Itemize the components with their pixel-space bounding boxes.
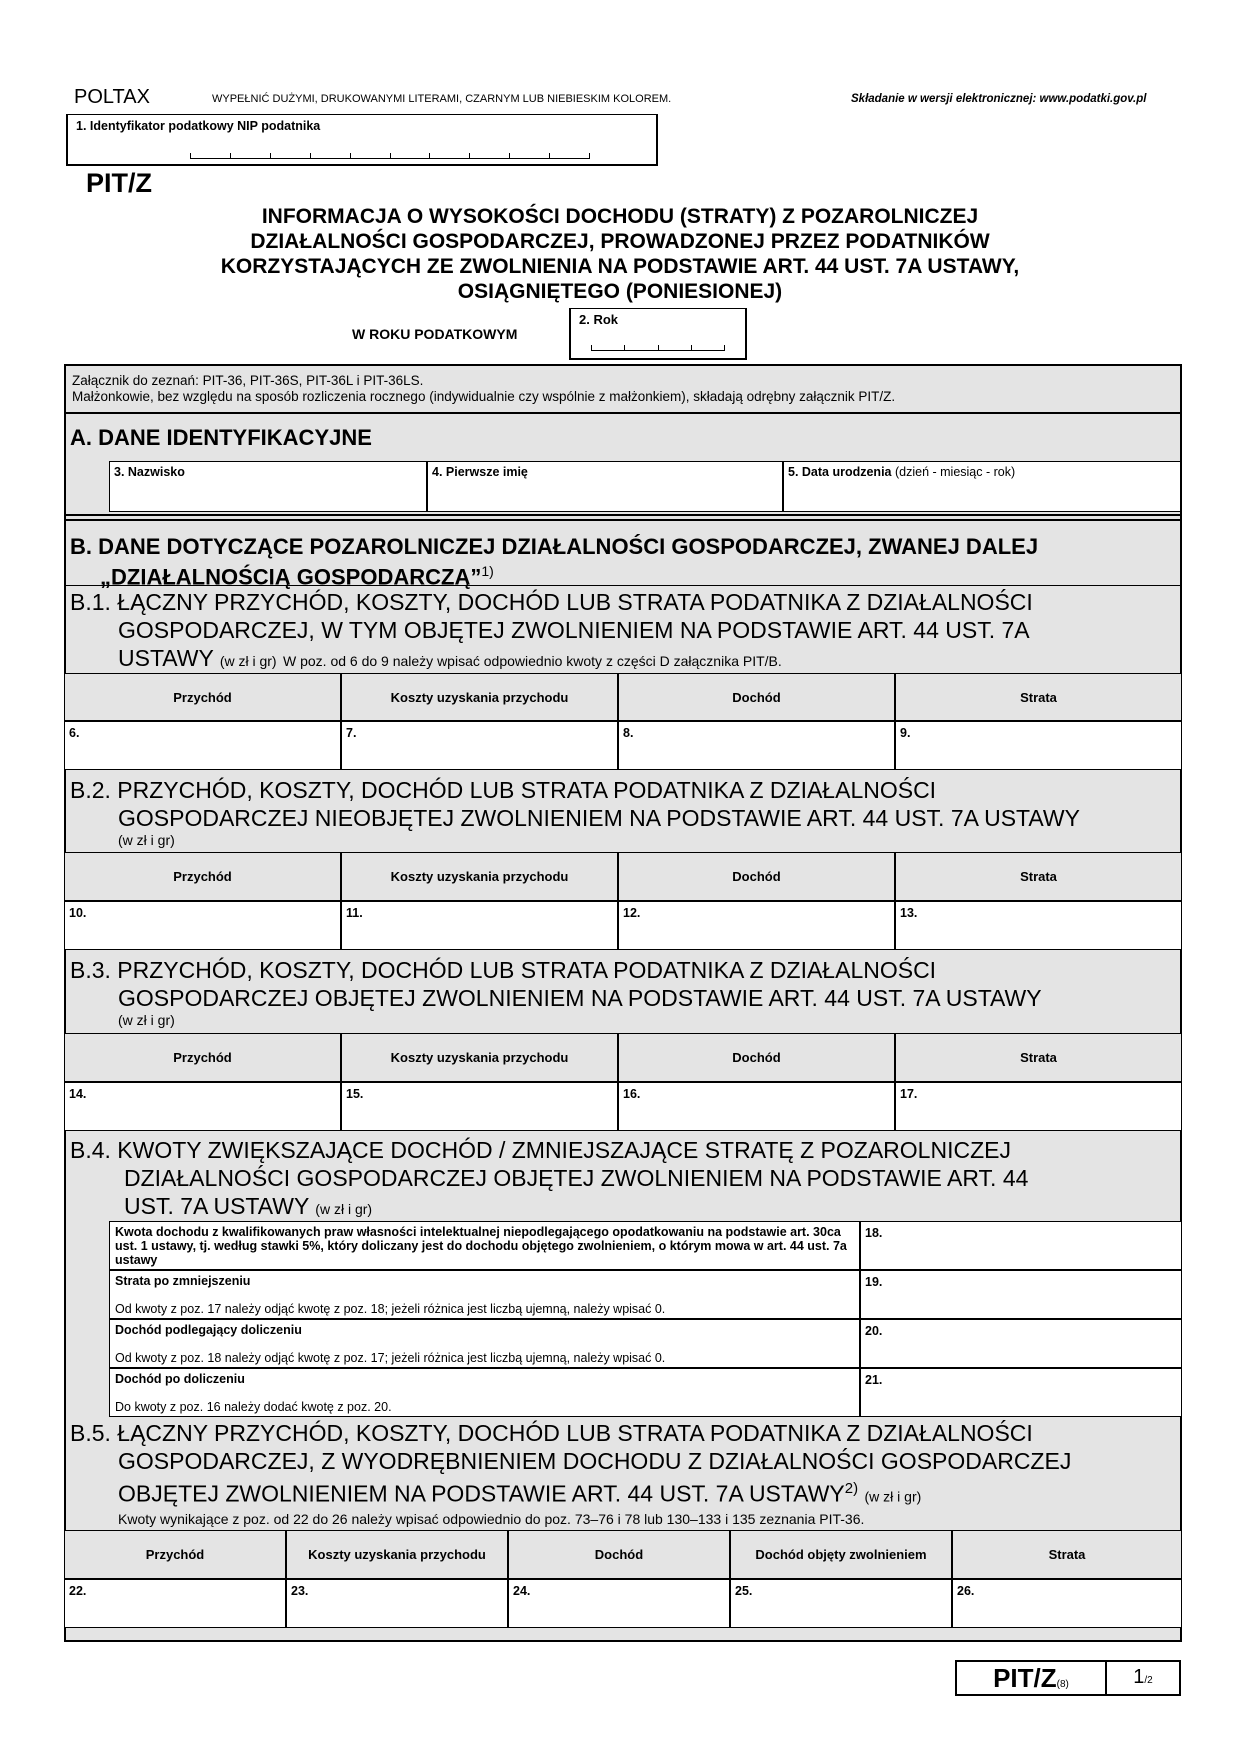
field-19[interactable] xyxy=(860,1270,1182,1319)
field-18[interactable] xyxy=(860,1221,1182,1270)
field-25[interactable] xyxy=(730,1579,952,1628)
footer-version: (8) xyxy=(1056,1679,1069,1690)
b5-line1: B.5. ŁĄCZNY PRZYCHÓD, KOSZTY, DOCHÓD LUB STRATA PODATNIKA Z DZIAŁALNOŚCI xyxy=(70,1420,1033,1446)
surname-field[interactable] xyxy=(109,461,427,512)
field-10[interactable] xyxy=(64,901,341,950)
b4-row-title: Dochód podlegający doliczeniu xyxy=(115,1323,302,1337)
b2-col-przychod: Przychód xyxy=(64,852,341,901)
divider xyxy=(64,585,1182,586)
field-number: 26. xyxy=(957,1584,975,1598)
field-26[interactable] xyxy=(952,1579,1182,1628)
page-footer xyxy=(955,1660,1181,1696)
electronic-filing-note: Składanie w wersji elektronicznej: www.podatki.gov.pl xyxy=(851,93,1147,105)
birth-date-field[interactable] xyxy=(783,461,1181,512)
b1-line3: USTAWY xyxy=(118,645,214,671)
field-number: 12. xyxy=(623,906,641,920)
field-number: 11. xyxy=(346,906,363,920)
field-number: 25. xyxy=(735,1584,753,1598)
b3-col-strata: Strata xyxy=(895,1033,1182,1082)
b4-row-desc: Od kwoty z poz. 17 należy odjąć kwotę z poz. 18; jeżeli różnica jest liczbą ujemną, należy wpisać 0. xyxy=(115,1302,666,1316)
b5-heading xyxy=(70,1419,1178,1527)
birth-date-hint: (dzień - miesiąc - rok) xyxy=(894,465,1016,479)
b1-col-przychod: Przychód xyxy=(64,673,341,721)
divider xyxy=(64,519,1182,521)
b4-line1: B.4. KWOTY ZWIĘKSZAJĄCE DOCHÓD / ZMNIEJSZAJĄCE STRATĘ Z POZAROLNICZEJ xyxy=(70,1137,1011,1163)
field-23[interactable] xyxy=(286,1579,508,1628)
field-17[interactable] xyxy=(895,1082,1182,1131)
b4-row-20 xyxy=(109,1319,860,1368)
b4-line3: UST. 7A USTAWY xyxy=(124,1193,309,1219)
b4-row-21 xyxy=(109,1368,860,1417)
note-line: Małżonkowie, bez względu na sposób rozliczenia rocznego (indywidualnie czy wspólnie z małżonkiem), składają odrębny załącznik PIT/Z. xyxy=(72,389,896,404)
field-6[interactable] xyxy=(64,721,341,770)
b2-unit: (w zł i gr) xyxy=(118,832,175,848)
field-number: 19. xyxy=(865,1275,883,1289)
attachment-note xyxy=(66,373,1180,405)
section-a-title: A. DANE IDENTYFIKACYJNE xyxy=(70,425,372,450)
b5-col-strata: Strata xyxy=(952,1530,1182,1579)
b5-line3: OBJĘTEJ ZWOLNIENIEM NA PODSTAWIE ART. 44 UST. 7A USTAWY xyxy=(118,1480,845,1507)
field-number: 14. xyxy=(69,1087,87,1101)
title-line: INFORMACJA O WYSOKOŚCI DOCHODU (STRATY) Z POZAROLNICZEJ xyxy=(261,205,979,228)
b4-row-desc: Do kwoty z poz. 16 należy dodać kwotę z poz. 20. xyxy=(115,1400,392,1414)
b5-col-dochod-zwolniony: Dochód objęty zwolnieniem xyxy=(730,1530,952,1579)
field-number: 20. xyxy=(865,1324,883,1338)
section-b-line1: B. DANE DOTYCZĄCE POZAROLNICZEJ DZIAŁALNOŚCI GOSPODARCZEJ, ZWANEJ DALEJ xyxy=(70,534,1039,559)
note-line: Załącznik do zeznań: PIT-36, PIT-36S, PIT-36L i PIT-36LS. xyxy=(72,373,424,388)
divider xyxy=(64,412,1182,414)
nip-label: 1. Identyfikator podatkowy NIP podatnika xyxy=(76,119,321,133)
b4-row-19 xyxy=(109,1270,860,1319)
b4-heading xyxy=(70,1136,1178,1223)
field-number: 13. xyxy=(900,906,918,920)
field-number: 23. xyxy=(291,1584,309,1598)
footnote-ref: 1) xyxy=(481,563,494,579)
b4-row-title: Kwota dochodu z kwalifikowanych praw własności intelektualnej niepodlegającego opodatkowaniu na podstawie art. 30ca ust. 1 ustawy, tj. według stawki 5%, który doliczany jest do dochodu objętego zwolnieniem, o którym mowa w art. 44 ust. 7a ustawy xyxy=(115,1225,847,1267)
first-name-field[interactable] xyxy=(427,461,783,512)
year-digit-ticks xyxy=(591,345,725,351)
field-15[interactable] xyxy=(341,1082,618,1131)
b1-col-koszty: Koszty uzyskania przychodu xyxy=(341,673,618,721)
title-line: KORZYSTAJĄCYCH ZE ZWOLNIENIA NA PODSTAWIE ART. 44 UST. 7A USTAWY, xyxy=(220,255,1020,278)
divider xyxy=(64,514,1182,516)
field-9[interactable] xyxy=(895,721,1182,770)
field-number: 17. xyxy=(900,1087,918,1101)
b1-col-dochod: Dochód xyxy=(618,673,895,721)
b2-col-koszty: Koszty uzyskania przychodu xyxy=(341,852,618,901)
b5-unit: (w zł i gr) xyxy=(864,1488,922,1505)
birth-date-title: 5. Data urodzenia xyxy=(788,465,892,479)
section-b-line2: „DZIAŁALNOŚCIĄ GOSPODARCZĄ” xyxy=(100,564,482,590)
year-field[interactable] xyxy=(569,308,747,360)
field-number: 24. xyxy=(513,1584,531,1598)
nip-field[interactable] xyxy=(66,114,658,166)
b1-unit: (w zł i gr) xyxy=(219,653,277,669)
b4-row-title: Strata po zmniejszeniu xyxy=(115,1274,251,1288)
year-field-label: 2. Rok xyxy=(579,312,619,327)
field-12[interactable] xyxy=(618,901,895,950)
footer-form-code xyxy=(957,1662,1107,1694)
field-number: 16. xyxy=(623,1087,641,1101)
b5-line2: GOSPODARCZEJ, Z WYODRĘBNIENIEM DOCHODU Z DZIAŁALNOŚCI GOSPODARCZEJ xyxy=(118,1448,1072,1474)
b3-heading xyxy=(70,956,1178,1028)
field-14[interactable] xyxy=(64,1082,341,1131)
b5-col-dochod: Dochód xyxy=(508,1530,730,1579)
b3-unit: (w zł i gr) xyxy=(118,1012,175,1028)
b2-heading xyxy=(70,776,1178,848)
field-16[interactable] xyxy=(618,1082,895,1131)
fill-instruction: WYPEŁNIĆ DUŻYMI, DRUKOWANYMI LITERAMI, CZARNYM LUB NIEBIESKIM KOLOREM. xyxy=(212,93,672,105)
b1-note: W poz. od 6 do 9 należy wpisać odpowiednio kwoty z części D załącznika PIT/B. xyxy=(282,653,782,669)
field-8[interactable] xyxy=(618,721,895,770)
field-number: 6. xyxy=(69,726,80,740)
b5-col-koszty: Koszty uzyskania przychodu xyxy=(286,1530,508,1579)
b5-note: Kwoty wynikające z poz. od 22 do 26 należy wpisać odpowiednio do poz. 73–76 i 78 lub 130–133 i 135 zeznania PIT-36. xyxy=(118,1510,865,1527)
b2-line1: B.2. PRZYCHÓD, KOSZTY, DOCHÓD LUB STRATA PODATNIKA Z DZIAŁALNOŚCI xyxy=(70,777,937,803)
b3-line1: B.3. PRZYCHÓD, KOSZTY, DOCHÓD LUB STRATA PODATNIKA Z DZIAŁALNOŚCI xyxy=(70,957,937,983)
field-7[interactable] xyxy=(341,721,618,770)
b5-col-przychod: Przychód xyxy=(64,1530,286,1579)
b2-col-dochod: Dochód xyxy=(618,852,895,901)
b1-heading xyxy=(70,588,1178,675)
page-total: /2 xyxy=(1144,1675,1153,1686)
b4-row-18 xyxy=(109,1221,860,1270)
field-number: 22. xyxy=(69,1584,87,1598)
field-number: 10. xyxy=(69,906,87,920)
field-number: 21. xyxy=(865,1373,883,1387)
field-22[interactable] xyxy=(64,1579,286,1628)
b4-line2: DZIAŁALNOŚCI GOSPODARCZEJ OBJĘTEJ ZWOLNIENIEM NA PODSTAWIE ART. 44 xyxy=(124,1165,1029,1191)
b1-col-strata: Strata xyxy=(895,673,1182,721)
footer-code: PIT/Z xyxy=(993,1663,1057,1693)
field-number: 8. xyxy=(623,726,634,740)
form-code: PIT/Z xyxy=(86,168,152,198)
page-number xyxy=(1107,1662,1179,1694)
field-11[interactable] xyxy=(341,901,618,950)
section-b-title xyxy=(70,535,1180,589)
b2-line2: GOSPODARCZEJ NIEOBJĘTEJ ZWOLNIENIEM NA PODSTAWIE ART. 44 UST. 7A USTAWY xyxy=(118,805,1080,831)
brand: POLTAX xyxy=(74,86,150,108)
surname-label: 3. Nazwisko xyxy=(114,465,185,479)
first-name-label: 4. Pierwsze imię xyxy=(432,465,528,479)
b4-unit: (w zł i gr) xyxy=(315,1201,373,1217)
b3-col-koszty: Koszty uzyskania przychodu xyxy=(341,1033,618,1082)
field-number: 9. xyxy=(900,726,911,740)
b3-col-dochod: Dochód xyxy=(618,1033,895,1082)
b3-line2: GOSPODARCZEJ OBJĘTEJ ZWOLNIENIEM NA PODSTAWIE ART. 44 UST. 7A USTAWY xyxy=(118,985,1042,1011)
b1-line2: GOSPODARCZEJ, W TYM OBJĘTEJ ZWOLNIENIEM NA PODSTAWIE ART. 44 UST. 7A xyxy=(118,617,1030,643)
birth-date-label xyxy=(788,465,1015,479)
page-current: 1 xyxy=(1133,1666,1145,1688)
title-line: DZIAŁALNOŚCI GOSPODARCZEJ, PROWADZONEJ PRZEZ PODATNIKÓW xyxy=(250,230,990,253)
field-number: 15. xyxy=(346,1087,364,1101)
tax-year-label: W ROKU PODATKOWYM xyxy=(352,326,518,342)
field-21[interactable] xyxy=(860,1368,1182,1417)
title-line: OSIĄGNIĘTEGO (PONIESIONEJ) xyxy=(457,280,783,303)
form-title xyxy=(60,204,1180,304)
field-number: 7. xyxy=(346,726,357,740)
b2-col-strata: Strata xyxy=(895,852,1182,901)
field-20[interactable] xyxy=(860,1319,1182,1368)
b4-row-title: Dochód po doliczeniu xyxy=(115,1372,245,1386)
field-number: 18. xyxy=(865,1226,883,1240)
field-24[interactable] xyxy=(508,1579,730,1628)
b4-row-desc: Od kwoty z poz. 18 należy odjąć kwotę z poz. 17; jeżeli różnica jest liczbą ujemną, należy wpisać 0. xyxy=(115,1351,666,1365)
footnote-ref: 2) xyxy=(844,1480,859,1497)
b1-line1: B.1. ŁĄCZNY PRZYCHÓD, KOSZTY, DOCHÓD LUB STRATA PODATNIKA Z DZIAŁALNOŚCI xyxy=(70,589,1033,615)
b3-col-przychod: Przychód xyxy=(64,1033,341,1082)
nip-digit-ticks xyxy=(190,153,590,159)
field-13[interactable] xyxy=(895,901,1182,950)
